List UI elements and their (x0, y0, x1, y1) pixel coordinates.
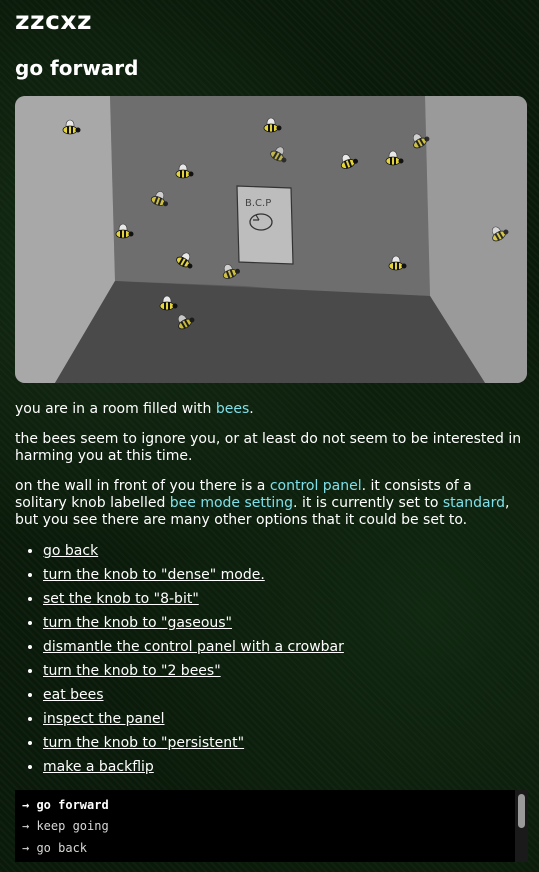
choice-item (43, 566, 344, 590)
choice-item (43, 686, 344, 710)
console-scrollbar[interactable] (515, 790, 528, 862)
choice-dismantle-panel[interactable]: dismantle the control panel with a crowbar (43, 639, 344, 655)
paragraph-room: you are in a room filled with bees. (15, 401, 254, 417)
choice-eat-bees[interactable]: eat bees (43, 687, 104, 703)
choice-backflip[interactable]: make a backflip (43, 759, 154, 775)
site-title[interactable]: zzcxz (15, 6, 93, 35)
choice-item (43, 614, 344, 638)
choice-item (43, 542, 344, 566)
keyword-bee-mode-setting[interactable]: bee mode setting (169, 495, 294, 511)
history-line-current[interactable]: → go forward (22, 798, 109, 812)
choice-list (15, 542, 344, 782)
choice-item (43, 734, 344, 758)
sign-text: B.C.P (245, 198, 272, 209)
choice-dense-mode[interactable]: turn the knob to "dense" mode. (43, 567, 265, 583)
keyword-standard[interactable]: standard (442, 495, 505, 511)
choice-item (43, 590, 344, 614)
control-panel-sign (237, 186, 293, 264)
choice-8-bit[interactable]: set the knob to "8-bit" (43, 591, 199, 607)
history-line[interactable]: → go back (22, 841, 88, 855)
choice-gaseous[interactable]: turn the knob to "gaseous" (43, 615, 232, 631)
choice-item (43, 638, 344, 662)
keyword-bees[interactable]: bees (215, 401, 250, 417)
choice-item (43, 758, 344, 782)
choice-2-bees[interactable]: turn the knob to "2 bees" (43, 663, 221, 679)
history-console[interactable] (15, 790, 528, 862)
page-title: go forward (15, 56, 139, 80)
scene-illustration (15, 96, 527, 383)
choice-item (43, 710, 344, 734)
keyword-control-panel[interactable]: control panel (269, 478, 362, 494)
choice-go-back[interactable]: go back (43, 543, 99, 559)
paragraph-bees-ignore: the bees seem to ignore you, or at least do not seem to be interested in harming you at this time. (15, 431, 522, 464)
choice-item (43, 662, 344, 686)
choice-persistent[interactable]: turn the knob to "persistent" (43, 735, 245, 751)
history-line[interactable]: → keep going (22, 819, 109, 833)
paragraph-control-panel: on the wall in front of you there is a control panel. it consists of a solitary knob labelled bee mode setting. it is currently set to standard, but you see there are many other options that it could be set to. (15, 478, 510, 528)
scrollbar-thumb[interactable] (518, 794, 525, 828)
choice-inspect-panel[interactable]: inspect the panel (43, 711, 165, 727)
bee-room-drawing (15, 96, 527, 383)
